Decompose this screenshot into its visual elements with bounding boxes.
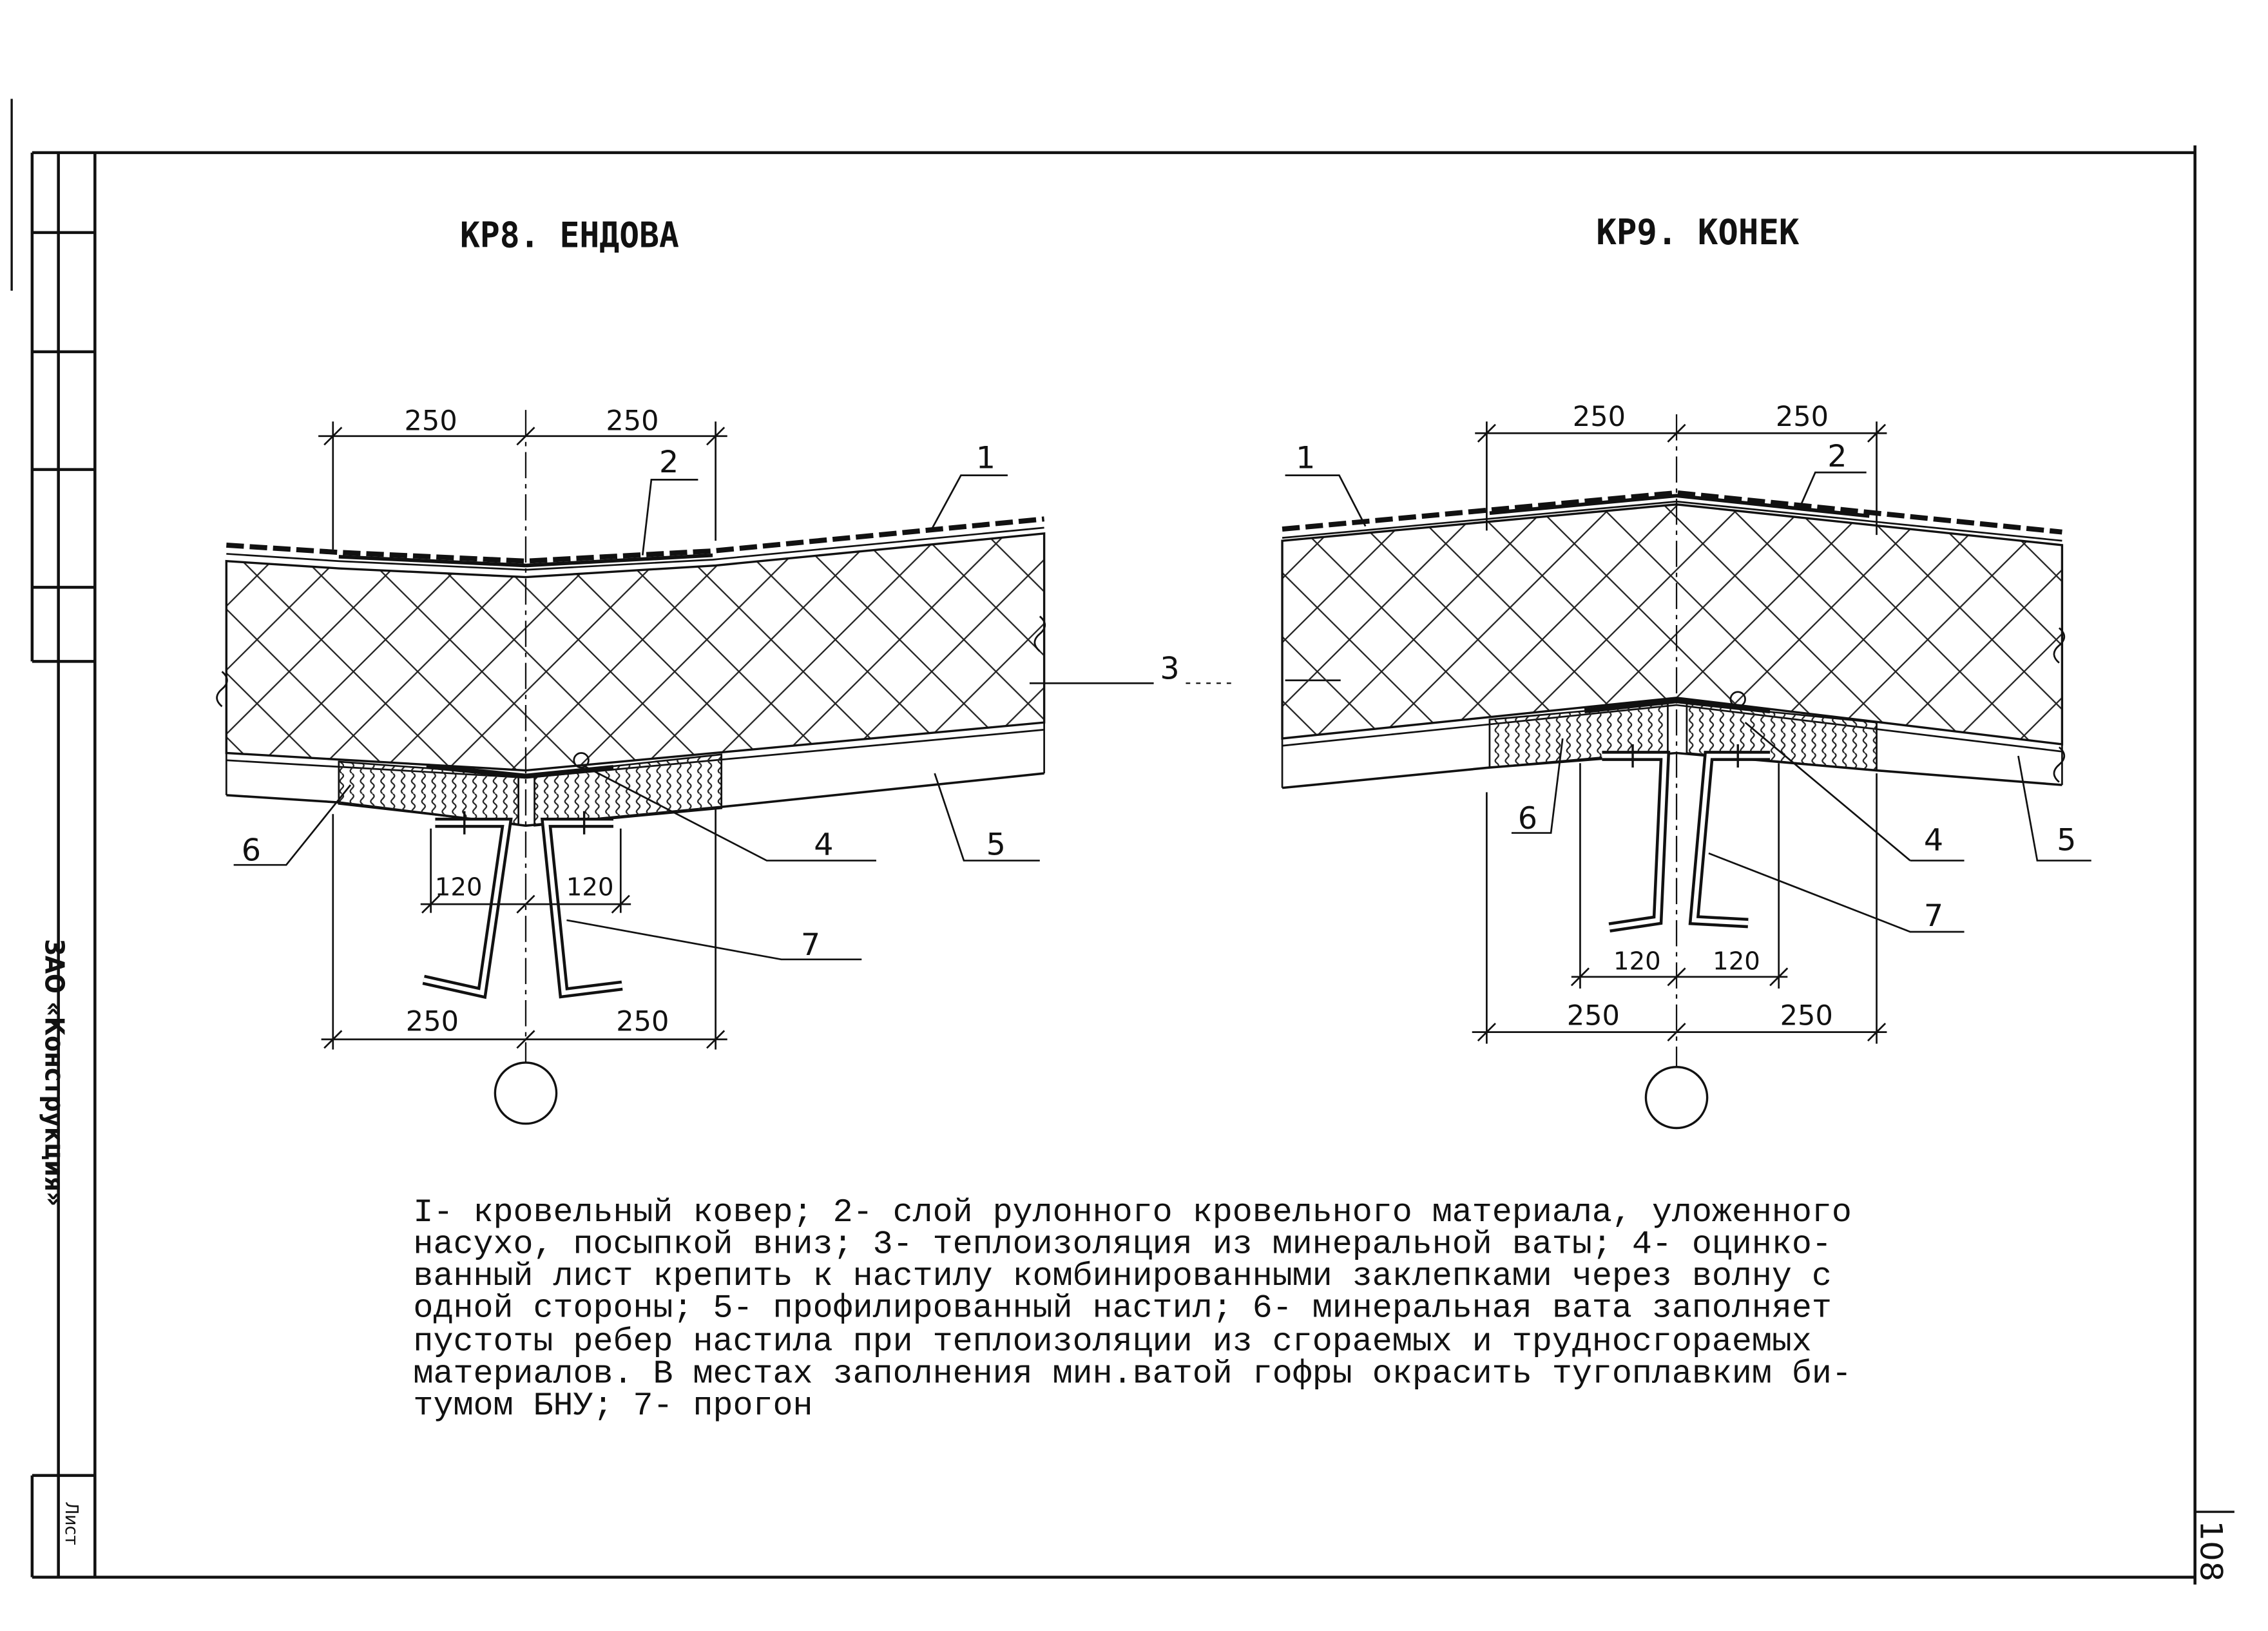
callout-number: 5 <box>2057 822 2077 858</box>
callout-number: 1 <box>1296 440 1316 476</box>
callout-number: 4 <box>1923 822 1944 858</box>
dimension-label: 250 <box>616 1005 669 1038</box>
callout-number: 7 <box>1923 898 1944 934</box>
callout-number: 4 <box>814 827 834 863</box>
detail-title: КР8. ЕНДОВА <box>459 215 679 256</box>
legend-line: одной стороны; 5- профилированный настил; 6- минеральная вата заполняет <box>413 1289 1832 1327</box>
page-number: 108 <box>2193 1520 2229 1579</box>
legend-line: насухо, посыпкой вниз; 3- теплоизоляция из минеральной ваты; 4- оцинко- <box>413 1226 1832 1264</box>
legend-line: пустоты ребер настила при теплоизоляции из сгораемых и трудносгораемых <box>413 1323 1812 1361</box>
dimension-label: 120 <box>1613 947 1661 976</box>
company-stamp: ЗАО «Конструкция» <box>39 939 70 1239</box>
dimension-label: 120 <box>566 873 614 902</box>
legend-paragraph <box>413 1194 1852 1425</box>
dimension-label: 250 <box>606 405 659 438</box>
callout-number: 3 <box>1160 651 1180 687</box>
dimension-label: 250 <box>1572 401 1626 433</box>
callout-number: 6 <box>1517 800 1537 836</box>
dimension-label: 250 <box>404 405 457 438</box>
callout-number: 7 <box>800 927 821 963</box>
callout-number: 6 <box>241 833 261 869</box>
callout-number: 1 <box>975 440 996 476</box>
legend-line: I- кровельный ковер; 2- слой рулонного кровельного материала, уложенного <box>413 1193 1852 1231</box>
legend-line: материалов. В местах заполнения мин.ватой гофры окрасить тугоплавким би- <box>413 1355 1852 1393</box>
detail-title: КР9. КОНЕК <box>1596 212 1800 253</box>
dimension-label: 120 <box>434 873 483 902</box>
callout-number: 2 <box>1827 439 1847 475</box>
dimension-label: 120 <box>1713 947 1760 976</box>
dimension-label: 250 <box>1775 401 1829 433</box>
callout-number: 5 <box>986 827 1006 863</box>
dimension-label: 250 <box>1566 999 1620 1032</box>
sheet-label: Лист <box>61 1501 82 1546</box>
dimension-label: 250 <box>405 1005 459 1038</box>
callout-number: 2 <box>658 445 679 481</box>
legend-line: тумом БНУ; 7- прогон <box>413 1387 813 1425</box>
legend-line: ванный лист крепить к настилу комбинированными заклепками через волну с <box>413 1258 1832 1296</box>
dimension-label: 250 <box>1780 999 1833 1032</box>
